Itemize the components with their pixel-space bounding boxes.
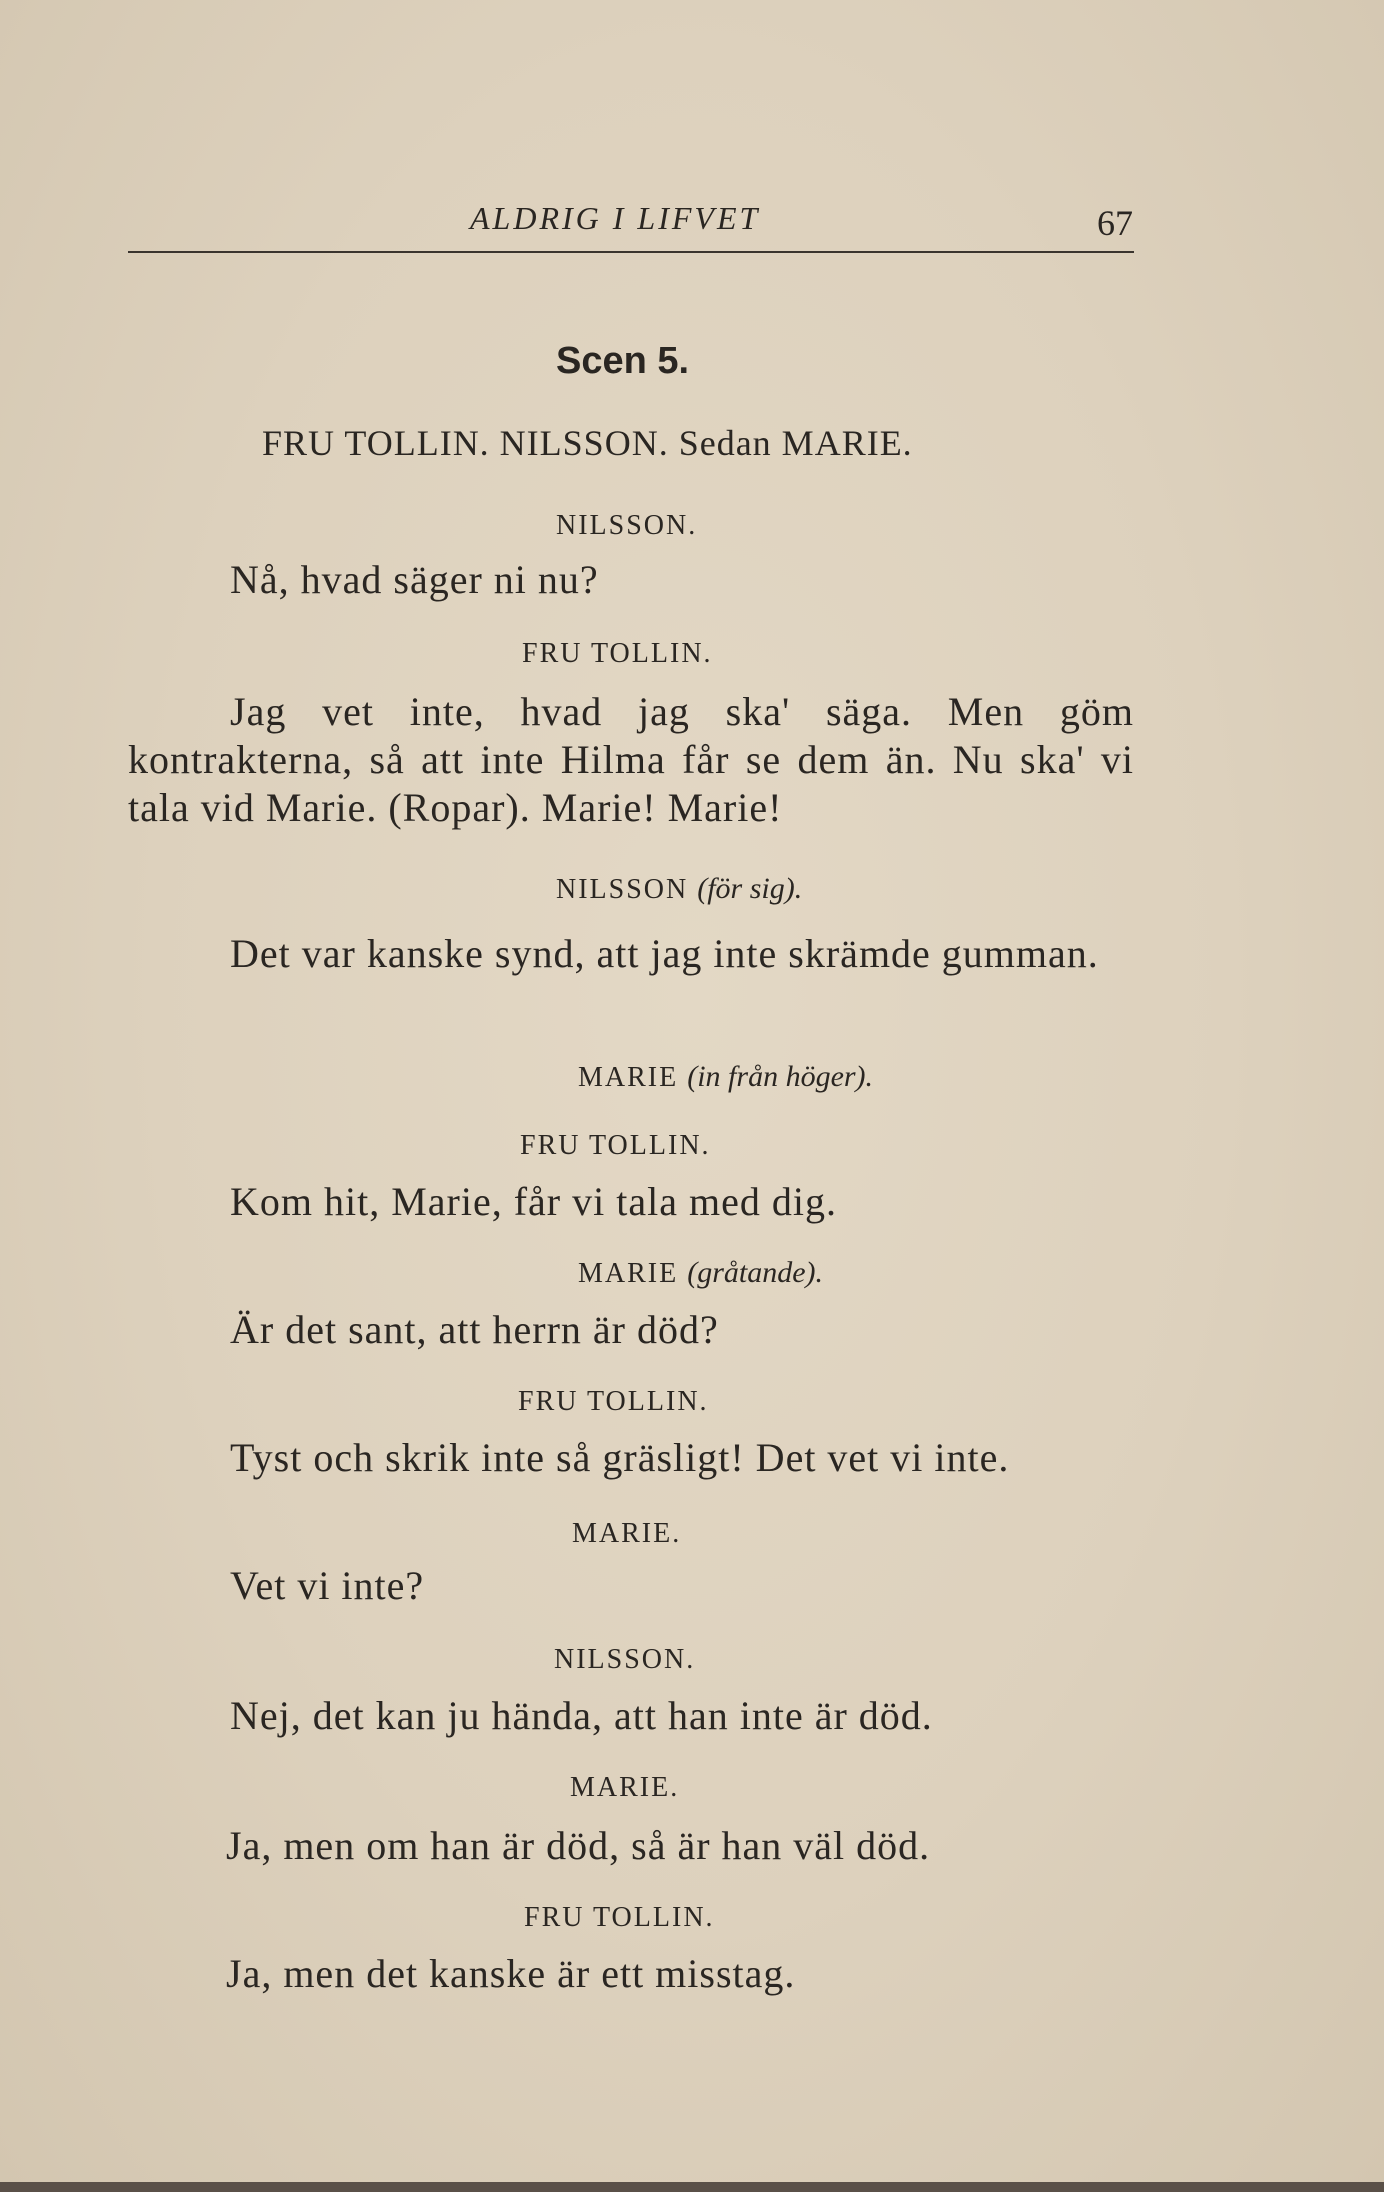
speaker-with-direction	[578, 1256, 823, 1290]
speaker-label: NILSSON.	[554, 1644, 696, 1675]
scene-heading: Scen 5.	[556, 340, 690, 382]
dialogue-line: Vet vi inte?	[230, 1563, 425, 1608]
running-title: ALDRIG I LIFVET	[470, 200, 761, 236]
dialogue-text: Jag vet inte, hvad jag ska' säga. Men göm kontrakterna, så att inte Hilma får se dem än. Nu ska' vi tala vid Marie. (Ropar). Marie! Marie!	[128, 689, 1134, 830]
page-number: 67	[1097, 203, 1133, 243]
dialogue-line: Ja, men om han är död, så är han väl död.	[226, 1823, 931, 1868]
speaker-label: NILSSON	[556, 874, 689, 905]
stage-direction: (gråtande).	[687, 1256, 824, 1289]
speaker-label: FRU TOLLIN.	[524, 1902, 715, 1933]
speaker-label: FRU TOLLIN.	[520, 1130, 711, 1161]
speaker-label: FRU TOLLIN.	[522, 638, 713, 669]
dialogue-paragraph	[128, 930, 1134, 978]
speaker-label: NILSSON.	[556, 510, 698, 541]
speaker-label: MARIE	[578, 1258, 679, 1289]
dialogue-line: Nå, hvad säger ni nu?	[230, 557, 599, 602]
page-bottom-edge	[0, 2182, 1384, 2192]
speaker-label: FRU TOLLIN.	[518, 1386, 709, 1417]
header-rule	[128, 251, 1134, 253]
stage-direction: (in från höger).	[687, 1060, 874, 1093]
stage-direction: (för sig).	[697, 872, 803, 905]
speaker-label: MARIE	[578, 1062, 679, 1093]
dialogue-line: Nej, det kan ju hända, att han inte är död.	[230, 1693, 933, 1738]
dialogue-text: Det var kanske synd, att jag inte skrämde gumman.	[230, 931, 1099, 976]
dialogue-paragraph	[128, 688, 1134, 832]
speaker-with-direction	[556, 872, 802, 906]
speaker-label: MARIE.	[570, 1772, 680, 1803]
dialogue-line: Är det sant, att herrn är död?	[230, 1307, 719, 1352]
cast-list: FRU TOLLIN. NILSSON. Sedan MARIE.	[262, 423, 913, 463]
speaker-with-direction	[578, 1060, 873, 1094]
speaker-label: MARIE.	[572, 1518, 682, 1549]
dialogue-line: Tyst och skrik inte så gräsligt! Det vet vi inte.	[230, 1435, 1010, 1480]
dialogue-line: Ja, men det kanske är ett misstag.	[226, 1951, 796, 1996]
dialogue-line: Kom hit, Marie, får vi tala med dig.	[230, 1179, 837, 1224]
